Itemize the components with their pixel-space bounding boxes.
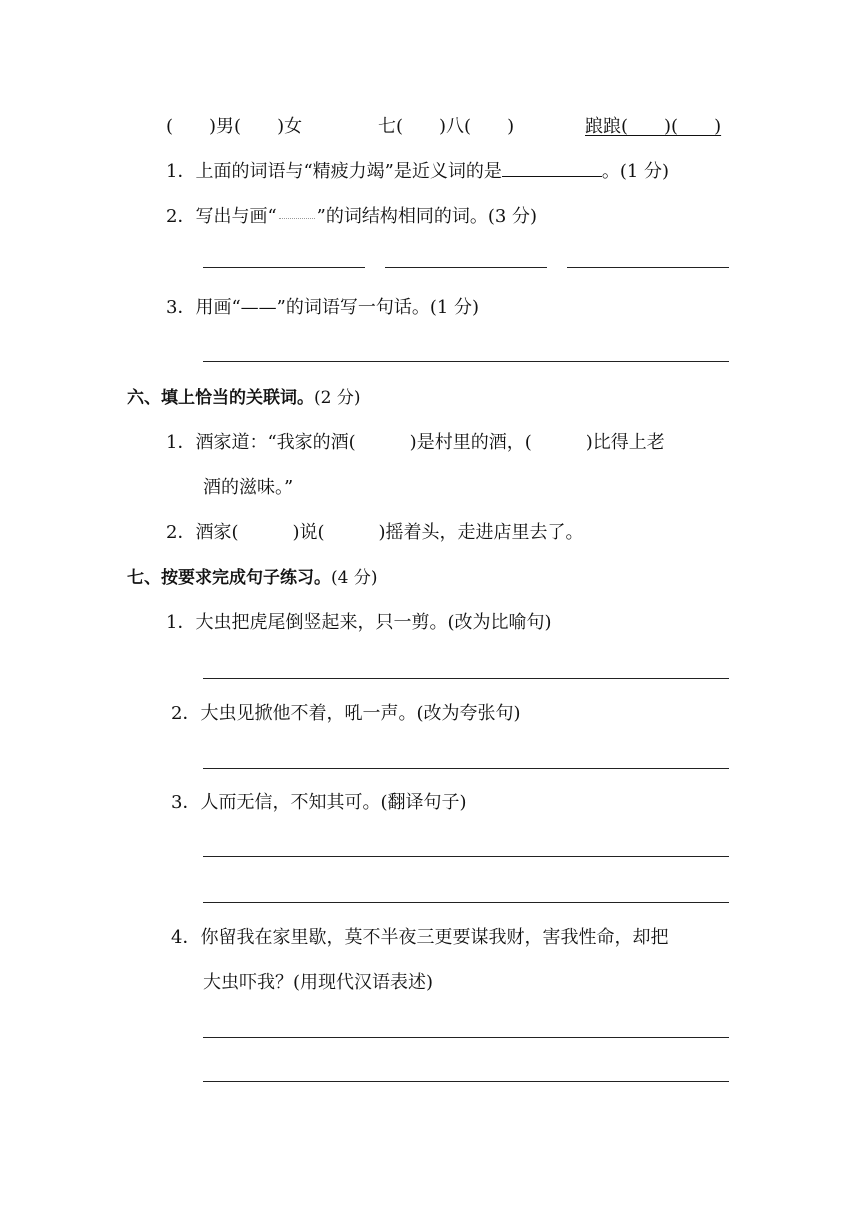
s7-q1-text: 大虫把虎尾倒竖起来，只一剪。 xyxy=(195,612,448,633)
q5-3 xyxy=(166,296,479,320)
s7-q4-text: 你留我在家里歇，莫不半夜三更要谋我财，害我性命，却把 xyxy=(200,927,669,948)
q5-2-text-before: 写出与画“ xyxy=(195,206,277,227)
s7-q1-number: 1． xyxy=(166,612,196,633)
s7-q3 xyxy=(171,791,467,815)
s6-q1-line1 xyxy=(166,431,665,455)
q5-2 xyxy=(166,205,537,229)
answer-line[interactable] xyxy=(203,768,729,769)
s7-q2 xyxy=(171,702,521,726)
s7-q4-requirement: (用现代汉语表述) xyxy=(293,972,434,993)
answer-line[interactable] xyxy=(203,856,729,857)
s7-q2-requirement: (改为夸张句) xyxy=(416,703,521,724)
q5-3-text: 用画“——”的词语写一句话。(1 分) xyxy=(195,297,480,318)
answer-line[interactable] xyxy=(385,267,547,268)
word-1: ( )男( )女 xyxy=(166,116,303,137)
s7-q4-number: 4． xyxy=(171,927,201,948)
s7-q2-number: 2． xyxy=(171,703,201,724)
s6-q1-line2: 酒的滋味。” xyxy=(203,477,294,498)
s7-q1-requirement: (改为比喻句) xyxy=(447,612,552,633)
s7-q3-text: 人而无信，不知其可。 xyxy=(200,792,381,813)
s7-q1 xyxy=(166,611,552,635)
s7-q3-number: 3． xyxy=(171,792,201,813)
answer-line[interactable] xyxy=(203,1037,729,1038)
s6-q2 xyxy=(166,521,584,545)
s7-q4-line2 xyxy=(203,971,433,995)
s7-q2-text: 大虫见掀他不着，吼一声。 xyxy=(200,703,417,724)
q5-3-number: 3． xyxy=(166,297,196,318)
s6-q1-text: 酒家道：“我家的酒( )是村里的酒，( )比得上老 xyxy=(195,432,665,453)
q5-2-text-after: ”的词结构相同的词。(3 分) xyxy=(316,206,538,227)
s7-q4-line1 xyxy=(171,926,668,950)
answer-blank[interactable] xyxy=(502,176,602,177)
answer-line[interactable] xyxy=(203,678,729,679)
section-6-score: (2 分) xyxy=(314,388,361,408)
wavy-underline-sample xyxy=(279,210,315,219)
answer-line[interactable] xyxy=(567,267,729,268)
section-6-heading xyxy=(127,386,360,410)
s6-q2-number: 2． xyxy=(166,522,196,543)
section-7-score: (4 分) xyxy=(331,568,378,588)
s6-q1-number: 1． xyxy=(166,432,196,453)
answer-line[interactable] xyxy=(203,267,365,268)
section-7-title: 七、按要求完成句子练习。 xyxy=(127,568,331,588)
section-6-title: 六、填上恰当的关联词。 xyxy=(127,388,314,408)
q5-1 xyxy=(166,160,669,184)
q5-1-text-after: 。(1 分) xyxy=(601,161,670,182)
q5-1-number: 1． xyxy=(166,161,196,182)
word-2: 七( )八( ) xyxy=(378,116,515,137)
q5-2-number: 2． xyxy=(166,206,196,227)
answer-line[interactable] xyxy=(203,361,729,362)
s7-q4-text-cont: 大虫吓我？ xyxy=(203,972,293,993)
s6-q2-text: 酒家( )说( )摇着头，走进店里去了。 xyxy=(195,522,584,543)
word-3-underlined: 踉踉( )( ) xyxy=(585,116,722,137)
section-7-heading xyxy=(127,566,377,590)
answer-line[interactable] xyxy=(203,1081,729,1082)
s7-q3-requirement: (翻译句子) xyxy=(380,792,467,813)
answer-line[interactable] xyxy=(203,902,729,903)
q5-1-text-before: 上面的词语与“精疲力竭”是近义词的是 xyxy=(195,161,502,182)
